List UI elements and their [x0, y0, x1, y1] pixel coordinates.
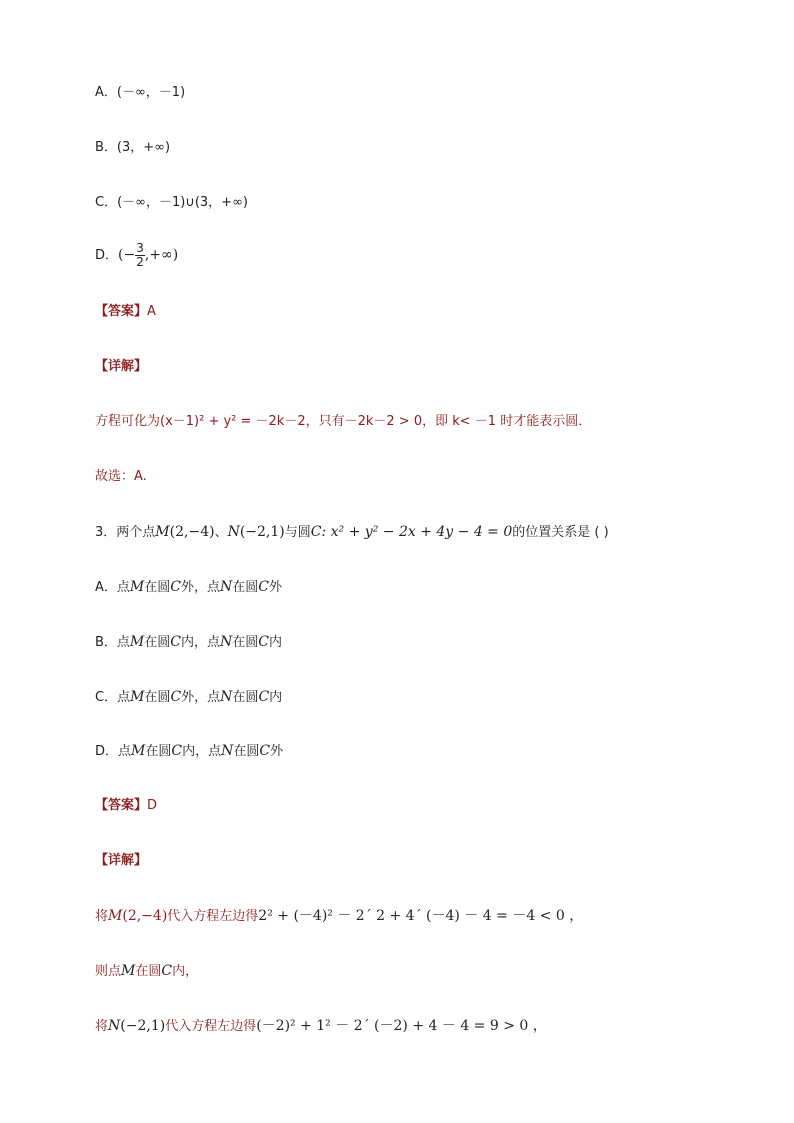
question-text-1: 两个点	[116, 525, 156, 540]
detail-text: 将	[95, 1019, 109, 1034]
circle-c: C	[170, 689, 182, 705]
detail-text: 内，	[172, 964, 199, 979]
q3-detail-line1	[95, 906, 583, 927]
question-3	[95, 522, 609, 543]
point-n: N	[220, 634, 233, 650]
point-n: N	[227, 524, 240, 540]
option-text: 内	[269, 635, 283, 650]
option-text: 在圆	[144, 580, 171, 595]
option-text: 内，点	[181, 635, 221, 650]
circle-c: C	[170, 634, 181, 650]
detail-text: 代入方程左边得	[165, 1019, 257, 1034]
q3-option-a	[95, 577, 282, 598]
point-n: N	[220, 689, 233, 705]
point-n: N	[108, 1018, 121, 1034]
circle-c: C	[258, 689, 270, 705]
point-m: M	[129, 634, 145, 650]
answer-label: 【答案】	[95, 798, 148, 813]
option-text: 外，点	[180, 580, 220, 595]
point-m: M	[131, 743, 146, 759]
option-prefix: D．点	[95, 744, 132, 759]
q3-detail-line2	[95, 961, 198, 982]
q2-option-d-open: (−	[118, 247, 136, 263]
option-prefix: A．点	[95, 580, 130, 595]
option-text: 在圆	[144, 635, 171, 650]
point-m: M	[108, 908, 123, 924]
circle-equation: : x² + y² − 2x + 4y − 4 = 0	[321, 524, 513, 540]
circle-c: C	[161, 963, 173, 979]
point-n-coords: (−2,1)	[120, 1018, 166, 1034]
point-m-coords: (2,−4)	[169, 524, 215, 540]
q2-option-b: B．(3，+∞)	[95, 140, 171, 155]
point-n: N	[221, 743, 234, 759]
q3-detail-label: 【详解】	[95, 853, 148, 868]
option-text: 内，点	[182, 744, 222, 759]
option-text: 在圆	[233, 744, 260, 759]
q2-option-a: A．(－∞，－1)	[95, 85, 186, 100]
circle-c: C	[310, 524, 322, 540]
fraction	[135, 242, 145, 269]
circle-c: C	[259, 743, 271, 759]
detail-text: 代入方程左边得	[167, 909, 259, 924]
q3-answer	[95, 796, 157, 816]
q3-option-d	[95, 741, 283, 762]
q3-detail-line3	[95, 1016, 547, 1037]
option-text: 在圆	[232, 635, 259, 650]
q2-option-d-prefix: D．	[95, 248, 119, 263]
q2-detail-label: 【详解】	[95, 359, 148, 374]
point-m: M	[130, 689, 145, 705]
option-prefix: C．点	[95, 690, 131, 705]
point-n-coords: (−2,1)	[239, 524, 285, 540]
detail-text: 则点	[95, 964, 122, 979]
q2-detail-line1: 方程可化为(x－1)² + y² = －2k－2，只有－2k－2 > 0，即 k< －1 时才能表示圆．	[95, 414, 592, 429]
option-text: 在圆	[145, 744, 172, 759]
option-text: 内	[269, 690, 283, 705]
fraction-denominator: 2	[136, 255, 144, 269]
option-text: 在圆	[232, 690, 259, 705]
point-m: M	[155, 524, 170, 540]
point-m-coords: (2,−4)	[122, 908, 168, 924]
q2-option-c: C．(－∞，－1)∪(3，+∞)	[95, 195, 248, 210]
q2-answer	[95, 302, 156, 322]
answer-value: A	[147, 304, 156, 319]
point-n: N	[220, 579, 233, 595]
circle-c: C	[170, 579, 181, 595]
point-m: M	[121, 963, 136, 979]
circle-c: C	[258, 634, 269, 650]
question-separator: 、	[214, 525, 228, 540]
fraction-numerator: 3	[136, 241, 144, 255]
q2-option-d-rest: ,+∞)	[144, 247, 179, 263]
detail-text: 将	[95, 909, 109, 924]
option-text: 外，点	[181, 690, 221, 705]
question-text-3: 的位置关系是 ( )	[512, 525, 609, 540]
q3-option-b	[95, 632, 282, 653]
option-text: 外	[270, 744, 284, 759]
q2-detail-line2: 故选：A.	[95, 469, 147, 484]
answer-value: D	[147, 798, 158, 813]
answer-label: 【答案】	[95, 304, 148, 319]
q3-option-c	[95, 687, 282, 708]
detail-text: 在圆	[135, 964, 162, 979]
option-text: 外	[268, 580, 282, 595]
question-text-2: 与圆	[284, 525, 311, 540]
option-prefix: B．点	[95, 635, 130, 650]
question-number: 3．	[95, 525, 117, 540]
option-text: 在圆	[144, 690, 171, 705]
circle-c: C	[258, 579, 269, 595]
point-m: M	[129, 579, 145, 595]
detail-expression: (－2)² + 1² － 2´ (－2) + 4 － 4 = 9 > 0 ，	[256, 1018, 547, 1034]
detail-expression: 2² + (－4)² － 2´ 2 + 4´ (－4) － 4 = －4 < 0 ，	[258, 908, 584, 924]
q2-option-d	[95, 240, 178, 271]
circle-c: C	[171, 743, 183, 759]
option-text: 在圆	[232, 580, 259, 595]
